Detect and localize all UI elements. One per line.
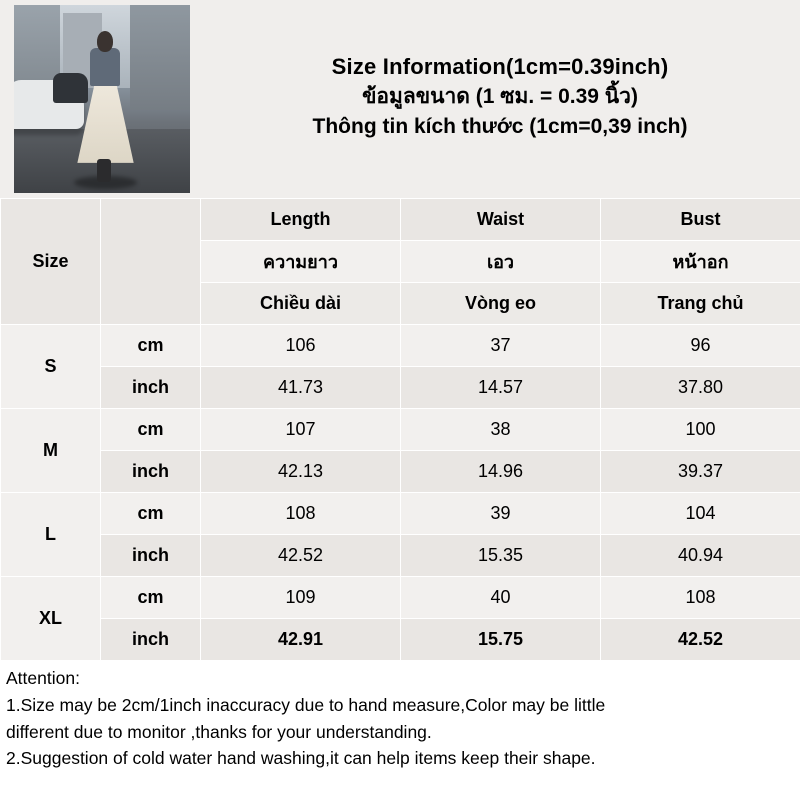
cell-m-cm-waist: 38	[401, 409, 601, 451]
row-size-m: M	[1, 409, 101, 493]
cell-s-inch-length: 41.73	[201, 367, 401, 409]
photo-model-head	[97, 31, 113, 52]
table-row	[1, 451, 800, 493]
col-header-bust-en: Bust	[601, 199, 800, 241]
row-unit-inch: inch	[101, 619, 201, 661]
photo-model-legs	[97, 159, 111, 182]
col-header-length-vi: Chiều dài	[201, 283, 401, 325]
table-row	[1, 409, 800, 451]
cell-s-cm-length: 106	[201, 325, 401, 367]
row-unit-cm: cm	[101, 325, 201, 367]
title-block	[200, 0, 800, 198]
cell-xl-inch-waist: 15.75	[401, 619, 601, 661]
table-row	[1, 577, 800, 619]
photo-building-right	[130, 5, 190, 110]
product-photo	[14, 5, 190, 193]
cell-xl-cm-length: 109	[201, 577, 401, 619]
cell-xl-inch-bust: 42.52	[601, 619, 800, 661]
cell-l-inch-length: 42.52	[201, 535, 401, 577]
row-unit-inch: inch	[101, 535, 201, 577]
unit-header-cell	[101, 199, 201, 325]
cell-m-cm-bust: 100	[601, 409, 800, 451]
cell-m-inch-length: 42.13	[201, 451, 401, 493]
attention-line-1: 1.Size may be 2cm/1inch inaccuracy due to hand measure,Color may be little	[6, 695, 606, 716]
photo-model-top	[90, 48, 120, 86]
title-vietnamese: Thông tin kích thước (1cm=0,39 inch)	[312, 114, 688, 138]
table-row	[1, 325, 800, 367]
row-unit-inch: inch	[101, 451, 201, 493]
cell-l-inch-bust: 40.94	[601, 535, 800, 577]
photo-car-dark	[53, 73, 88, 103]
size-header-cell: Size	[1, 199, 101, 325]
col-header-waist-vi: Vòng eo	[401, 283, 601, 325]
cell-l-cm-bust: 104	[601, 493, 800, 535]
cell-m-inch-bust: 39.37	[601, 451, 800, 493]
attention-line-3: 2.Suggestion of cold water hand washing,it can help items keep their shape.	[6, 747, 596, 768]
col-header-length-th: ความยาว	[201, 241, 401, 283]
table-row	[1, 619, 800, 661]
cell-s-cm-bust: 96	[601, 325, 800, 367]
size-table	[0, 198, 800, 661]
attention-title: Attention:	[6, 668, 80, 688]
row-unit-cm: cm	[101, 493, 201, 535]
table-row	[1, 367, 800, 409]
row-size-xl: XL	[1, 577, 101, 661]
row-size-l: L	[1, 493, 101, 577]
row-size-s: S	[1, 325, 101, 409]
cell-m-cm-length: 107	[201, 409, 401, 451]
cell-xl-inch-length: 42.91	[201, 619, 401, 661]
table-row	[1, 493, 800, 535]
row-unit-cm: cm	[101, 409, 201, 451]
col-header-waist-en: Waist	[401, 199, 601, 241]
col-header-bust-th: หน้าอก	[601, 241, 800, 283]
table-row	[1, 535, 800, 577]
cell-s-inch-bust: 37.80	[601, 367, 800, 409]
table-header-row-en	[1, 199, 800, 241]
attention-block	[0, 661, 800, 771]
col-header-waist-th: เอว	[401, 241, 601, 283]
cell-m-inch-waist: 14.96	[401, 451, 601, 493]
row-unit-cm: cm	[101, 577, 201, 619]
col-header-bust-vi: Trang chủ	[601, 283, 800, 325]
title-english: Size Information(1cm=0.39inch)	[331, 53, 669, 79]
row-unit-inch: inch	[101, 367, 201, 409]
cell-l-inch-waist: 15.35	[401, 535, 601, 577]
cell-xl-cm-bust: 108	[601, 577, 800, 619]
cell-s-inch-waist: 14.57	[401, 367, 601, 409]
attention-line-2: different due to monitor ,thanks for your understanding.	[6, 721, 432, 742]
col-header-length-en: Length	[201, 199, 401, 241]
header-band	[0, 0, 800, 198]
cell-s-cm-waist: 37	[401, 325, 601, 367]
cell-l-cm-waist: 39	[401, 493, 601, 535]
cell-l-cm-length: 108	[201, 493, 401, 535]
product-photo-cell	[0, 0, 200, 198]
title-thai: ข้อมูลขนาด (1 ซม. = 0.39 นิ้ว)	[362, 84, 638, 108]
cell-xl-cm-waist: 40	[401, 577, 601, 619]
